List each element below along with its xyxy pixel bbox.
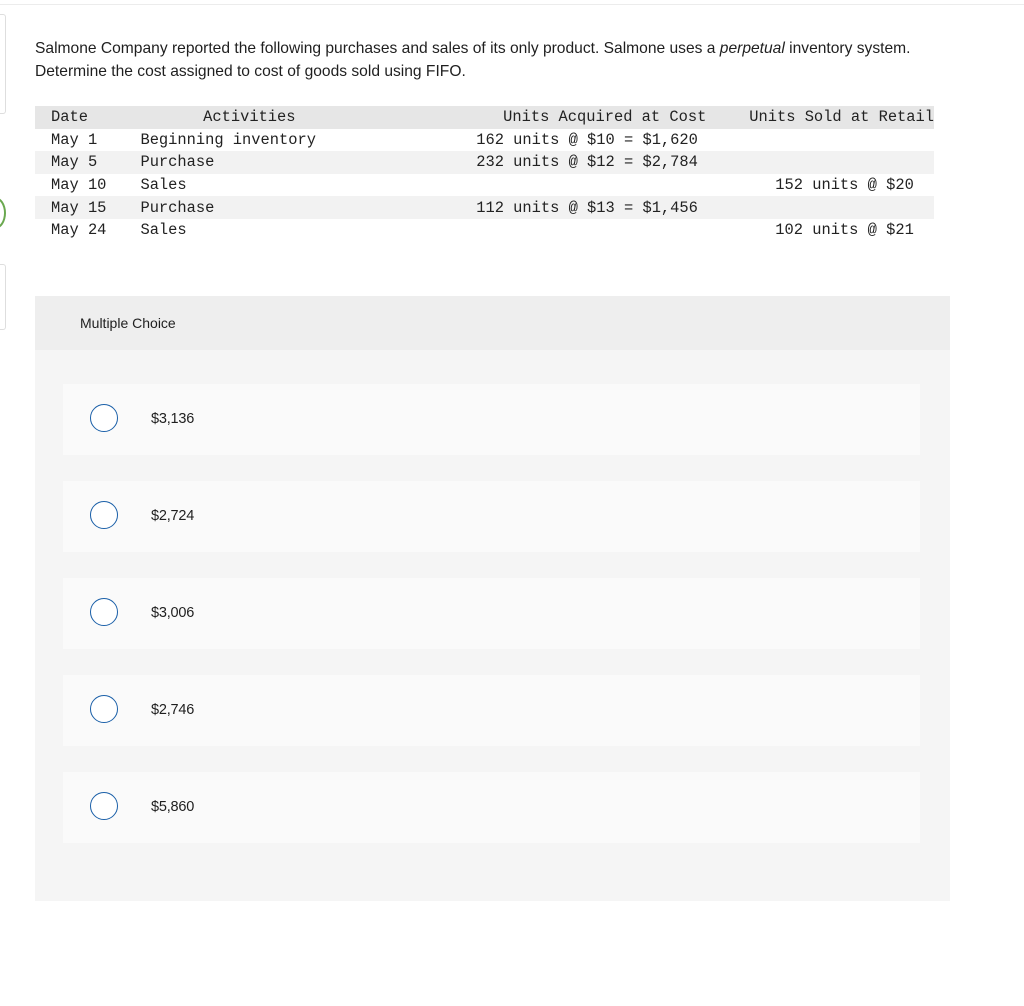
- table-header-row: [35, 106, 934, 129]
- cell-activity: Beginning inventory: [140, 130, 316, 149]
- answer-option[interactable]: [63, 481, 920, 552]
- answer-option-label: $5,860: [151, 799, 195, 815]
- cell-activity: Purchase: [140, 198, 215, 217]
- side-panel-tab[interactable]: [0, 14, 6, 114]
- cell-acquired: 232 units @ $12 = $2,784: [476, 153, 698, 172]
- table-row: [35, 174, 934, 197]
- cell-sold: [749, 196, 934, 219]
- header-units-acquired: Units Acquired at Cost: [503, 108, 707, 127]
- cell-activity: Sales: [140, 176, 187, 195]
- cell-sold: [749, 151, 934, 174]
- radio-button[interactable]: [90, 792, 118, 820]
- header-units-sold: Units Sold at Retail: [749, 108, 934, 127]
- header-date: Date: [51, 108, 88, 127]
- answer-option-label: $3,006: [151, 605, 195, 621]
- radio-button[interactable]: [90, 598, 118, 626]
- answer-option-label: $2,724: [151, 508, 195, 524]
- answer-option[interactable]: [63, 675, 920, 746]
- cell-acquired: 162 units @ $10 = $1,620: [476, 130, 698, 149]
- cell-sold: 102 units @ $21: [775, 221, 914, 240]
- cell-acquired: 112 units @ $13 = $1,456: [476, 198, 698, 217]
- inventory-table: [35, 106, 934, 242]
- table-row: [35, 129, 934, 152]
- side-status-indicator[interactable]: [0, 197, 6, 229]
- table-row: [35, 151, 934, 174]
- cell-acquired: [476, 219, 749, 242]
- multiple-choice-title: Multiple Choice: [80, 315, 176, 331]
- cell-acquired: [476, 174, 749, 197]
- multiple-choice-panel: [35, 296, 950, 901]
- cell-date: May 10: [51, 176, 107, 195]
- question-emphasis: perpetual: [719, 40, 785, 57]
- cell-sold: [749, 129, 934, 152]
- cell-sold: 152 units @ $20: [775, 176, 914, 195]
- answer-option[interactable]: [63, 578, 920, 649]
- answer-option[interactable]: [63, 384, 920, 455]
- cell-date: May 1: [51, 130, 98, 149]
- cell-activity: Purchase: [140, 153, 215, 172]
- cell-date: May 24: [51, 221, 107, 240]
- top-divider: [0, 4, 1024, 5]
- question-text-after: inventory system. Determine the cost assigned to cost of goods sold using FIFO.: [35, 40, 911, 80]
- answer-option[interactable]: [63, 772, 920, 843]
- answer-option-label: $3,136: [151, 411, 195, 427]
- radio-button[interactable]: [90, 501, 118, 529]
- answer-option-label: $2,746: [151, 702, 195, 718]
- question-prompt: [35, 37, 940, 83]
- question-text-before: Salmone Company reported the following purchases and sales of its only product. Salmone uses a: [35, 40, 720, 57]
- header-activities: Activities: [203, 108, 296, 127]
- multiple-choice-header: [35, 296, 950, 350]
- radio-button[interactable]: [90, 404, 118, 432]
- table-row: [35, 219, 934, 242]
- cell-date: May 15: [51, 198, 107, 217]
- radio-button[interactable]: [90, 695, 118, 723]
- side-panel-tab[interactable]: [0, 264, 6, 330]
- table-row: [35, 196, 934, 219]
- cell-date: May 5: [51, 153, 98, 172]
- cell-activity: Sales: [140, 221, 187, 240]
